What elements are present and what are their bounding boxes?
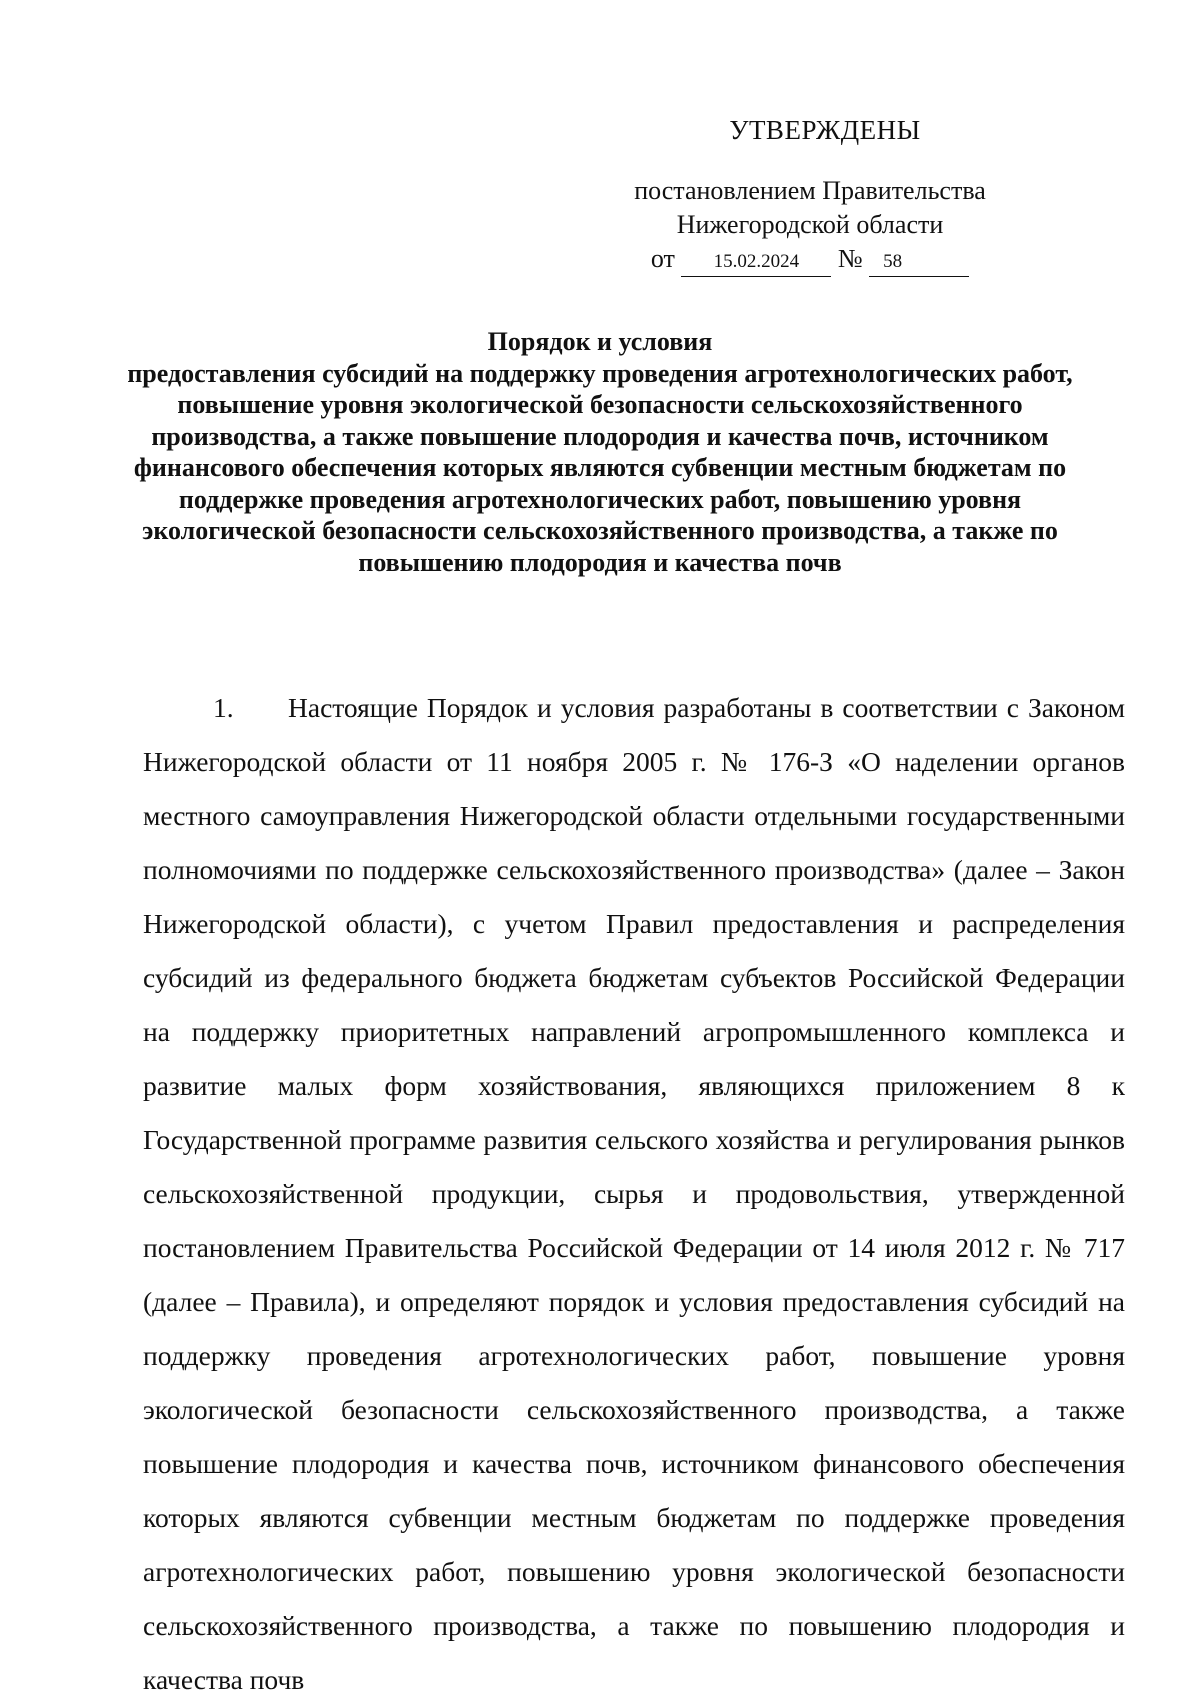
paragraph-1 <box>143 681 1125 1707</box>
document-title <box>120 326 1080 578</box>
paragraph-number: 1. <box>213 692 234 723</box>
approval-line-2: Нижегородской области <box>676 210 944 239</box>
approval-stamp <box>600 110 1020 277</box>
paragraph-text: Настоящие Порядок и условия разработаны в соответствии с Законом Нижегородской области от 11 ноября 2005 г. № 176-З «О наделении органов местного самоуправления Нижегородской области отдельными государственными полномочиями по поддержке сельскохозяйственного производства» (далее – Закон Нижегородской области), с учетом Правил предоставления и распределения субсидий из федерального бюджета бюджетам субъектов Российской Федерации на поддержку приоритетных направлений агропромышленного комплекса и развитие малых форм хозяйствования, являющихся приложением 8 к Государственной программе развития сельского хозяйства и регулирования рынков сельскохозяйственной продукции, сырья и продовольствия, утвержденной постановлением Правительства Российской Федерации от 14 июля 2012 г. № 717 (далее – Правила), и определяют порядок и условия предоставления субсидий на поддержку проведения агротехнологических работ, повышение уровня экологической безопасности сельскохозяйственного производства, а также повышение плодородия и качества почв, источником финансового обеспечения которых являются субвенции местным бюджетам по поддержке проведения агротехнологических работ, повышению уровня экологической безопасности сельскохозяйственного производства, а также по повышению плодородия и качества почв <box>143 692 1125 1695</box>
approval-date-line <box>600 242 1020 277</box>
approved-heading: УТВЕРЖДЕНЫ <box>729 115 921 145</box>
from-label: от <box>650 244 675 273</box>
title-subtitle: предоставления субсидий на поддержку проведения агротехнологических работ, повышение уровня экологической безопасности сельскохозяйственного производства, а также повышение плодородия и качества почв, источником финансового обеспечения которых являются субвенции местным бюджетам по поддержке проведения агротехнологических работ, повышению уровня экологической безопасности сельскохозяйственного производства, а также по повышению плодородия и качества почв <box>127 358 1073 577</box>
number-label: № <box>837 244 863 273</box>
approval-date: 15.02.2024 <box>681 248 831 277</box>
approval-line-1: постановлением Правительства <box>634 176 986 205</box>
approval-number: 58 <box>869 248 969 277</box>
title-main: Порядок и условия <box>487 327 713 356</box>
